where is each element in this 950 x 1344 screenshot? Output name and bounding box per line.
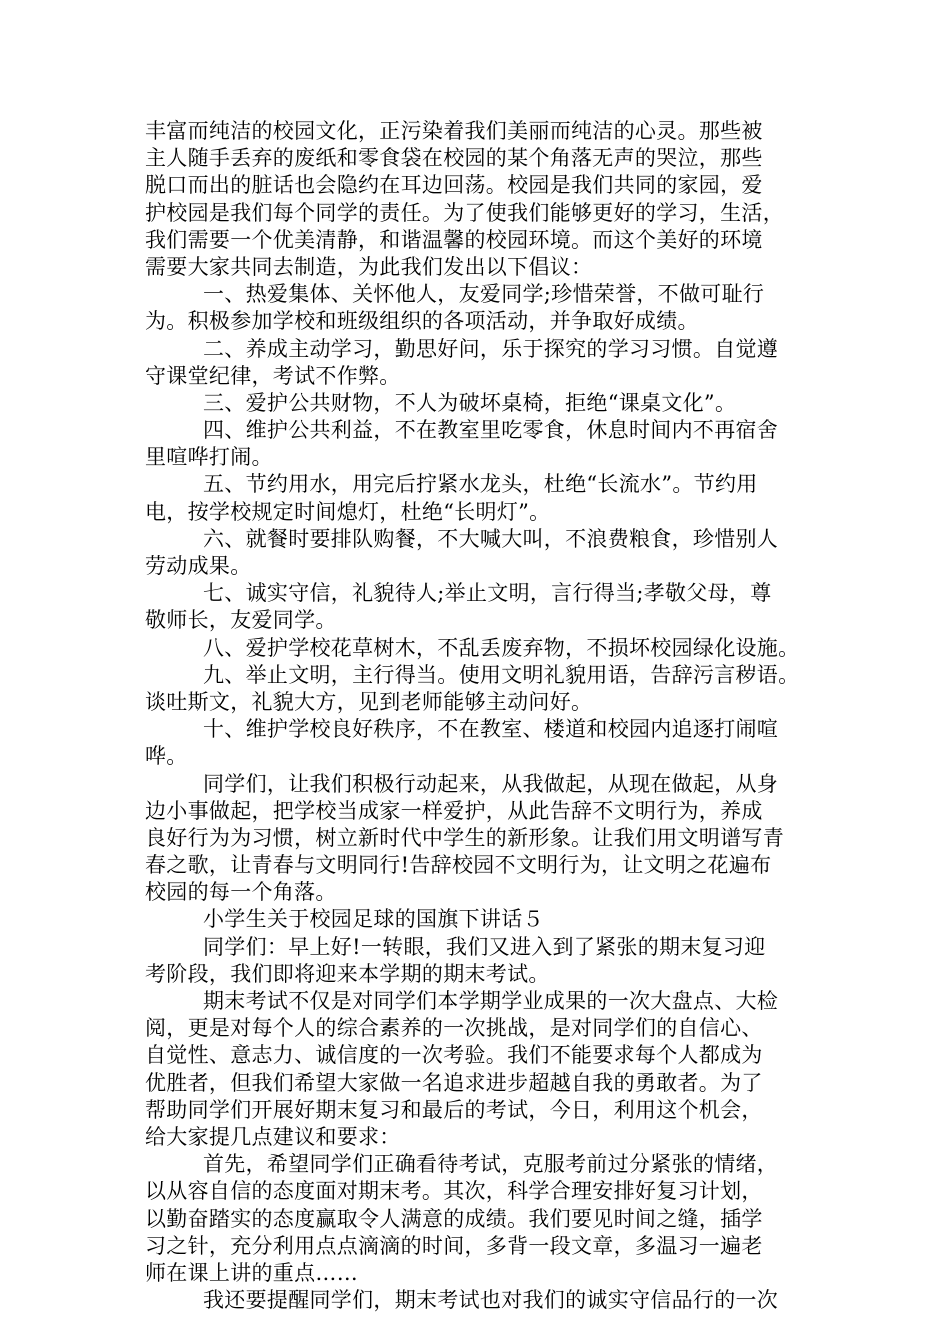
text-line: 习之针，充分利用点点滴滴的时间，多背一段文章，多温习一遍老: [145, 1233, 763, 1258]
text-line: 考阶段，我们即将迎来本学期的期末考试。: [145, 961, 550, 986]
text-line: 同学们：早上好!一转眼，我们又进入到了紧张的期末复习迎: [203, 934, 766, 959]
text-line: 小学生关于校园足球的国旗下讲话５: [203, 907, 544, 932]
document-body: [145, 118, 810, 1314]
text-line: 优胜者，但我们希望大家做一名追求进步超越自我的勇敢者。为了: [145, 1070, 763, 1095]
text-line: 首先，希望同学们正确看待考试，克服考前过分紧张的情绪，: [203, 1152, 779, 1177]
text-line: 三、爱护公共财物，不人为破坏桌椅，拒绝“课桌文化”。: [203, 390, 737, 415]
text-line: 七、诚实守信，礼貌待人;举止文明，言行得当;孝敬父母，尊: [203, 581, 772, 606]
text-line: 我还要提醒同学们，期末考试也对我们的诚实守信品行的一次: [203, 1288, 779, 1313]
text-line: 哗。: [145, 744, 188, 769]
text-line: 六、就餐时要排队购餐，不大喊大叫，不浪费粮食，珍惜别人: [203, 526, 779, 551]
text-line: 二、养成主动学习，勤思好问，乐于探究的学习习惯。自觉遵: [203, 336, 779, 361]
text-line: 为。积极参加学校和班级组织的各项活动，并争取好成绩。: [145, 309, 699, 334]
text-line: 自觉性、意志力、诚信度的一次考验。我们不能要求每个人都成为: [145, 1043, 763, 1068]
text-line: 边小事做起，把学校当成家一样爱护，从此告辞不文明行为，养成: [145, 798, 763, 823]
text-line: 谈吐斯文，礼貌大方，见到老师能够主动问好。: [145, 689, 593, 714]
text-line: 期末考试不仅是对同学们本学期学业成果的一次大盘点、大检: [203, 989, 779, 1013]
text-line: 校园的每一个角落。: [145, 880, 337, 905]
text-line: 一、热爱集体、关怀他人，友爱同学;珍惜荣誉，不做可耻行: [203, 282, 765, 307]
text-line: 敬师长，友爱同学。: [145, 608, 337, 633]
text-line: 给大家提几点建议和要求：: [145, 1124, 401, 1149]
text-line: 守课堂纪律，考试不作弊。: [145, 363, 401, 388]
text-line: 八、爱护学校花草树木，不乱丢废弃物，不损坏校园绿化设施。: [203, 635, 800, 660]
text-line: 丰富而纯洁的校园文化，正污染着我们美丽而纯洁的心灵。那些被: [145, 119, 763, 143]
text-line: 良好行为为习惯，树立新时代中学生的新形象。让我们用文明谱写青: [145, 825, 784, 850]
text-line: 电，按学校规定时间熄灯，杜绝“长明灯”。: [145, 499, 551, 524]
text-line: 脱口而出的脏话也会隐约在耳边回荡。校园是我们共同的家园，爱: [145, 173, 763, 198]
text-line: 我们需要一个优美清静，和谐温馨的校园环境。而这个美好的环境: [145, 227, 763, 252]
text-line: 需要大家共同去制造，为此我们发出以下倡议：: [145, 254, 593, 279]
text-line: 九、举止文明，主行得当。使用文明礼貌用语，告辞污言秽语。: [203, 662, 800, 687]
text-line: 同学们，让我们积极行动起来，从我做起，从现在做起，从身: [203, 771, 779, 796]
text-line: 四、维护公共利益，不在教室里吃零食，休息时间内不再宿舍: [203, 418, 779, 443]
text-line: 五、节约用水，用完后拧紧水龙头，杜绝“长流水”。节约用: [203, 472, 758, 497]
text-line: 春之歌，让青春与文明同行!告辞校园不文明行为，让文明之花遍布: [145, 853, 772, 878]
text-line: 护校园是我们每个同学的责任。为了使我们能够更好的学习，生活，: [145, 200, 784, 225]
text-line: 帮助同学们开展好期末复习和最后的考试，今日，利用这个机会，: [145, 1097, 763, 1122]
text-line: 以从容自信的态度面对期末考。其次，科学合理安排好复习计划，: [145, 1179, 763, 1204]
text-line: 师在课上讲的重点……: [145, 1260, 358, 1285]
text-line: 劳动成果。: [145, 554, 252, 578]
text-line: 主人随手丢弃的废纸和零食袋在校园的某个角落无声的哭泣，那些: [145, 146, 763, 171]
text-line: 里喧哗打闹。: [145, 445, 273, 470]
text-line: 阅，更是对每个人的综合素养的一次挑战，是对同学们的自信心、: [145, 1016, 763, 1041]
text-line: 十、维护学校良好秩序，不在教室、楼道和校园内追逐打闹喧: [203, 717, 779, 742]
text-line: 以勤奋踏实的态度赢取令人满意的成绩。我们要见时间之缝，插学: [145, 1206, 763, 1231]
